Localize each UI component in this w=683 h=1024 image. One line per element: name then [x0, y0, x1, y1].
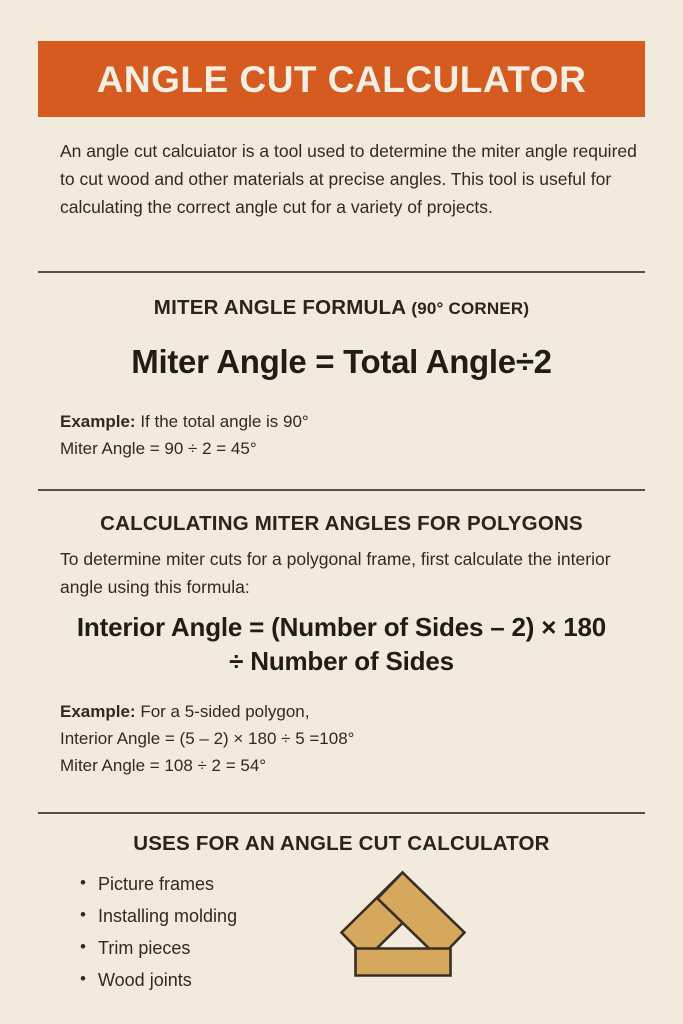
interior-angle-formula-line-2: ÷ Number of Sides — [229, 646, 454, 676]
miter-example-line-2: Miter Angle = 90 ÷ 2 = 45° — [60, 439, 257, 458]
header-banner — [38, 41, 645, 117]
polygon-example-line-2: Interior Angle = (5 – 2) × 180 ÷ 5 =108° — [60, 729, 355, 748]
divider-rule-2 — [38, 489, 645, 491]
interior-angle-formula-line-1: Interior Angle = (Number of Sides – 2) × 180 — [76, 612, 607, 642]
list-item: • Trim pieces — [80, 932, 237, 964]
miter-formula-heading-sub: (90° CORNER) — [411, 299, 530, 318]
miter-example-label: Example: — [60, 412, 136, 431]
polygon-example-line-3: Miter Angle = 108 ÷ 2 = 54° — [60, 756, 267, 775]
divider-rule-3 — [38, 812, 645, 814]
miter-example-block — [60, 408, 309, 462]
uses-list — [58, 868, 237, 996]
bottom-beam — [356, 949, 451, 976]
polygon-example-line-1 — [60, 698, 354, 725]
interior-angle-formula — [0, 610, 683, 678]
intro-paragraph: An angle cut calcuiator is a tool used to determine the miter angle required to cut wood and other materials at precise angles. This tool is useful for calculating the correct angle cut for a variety of projects. — [60, 141, 637, 217]
page-title: ANGLE CUT CALCULATOR — [96, 58, 587, 100]
divider-rule-1 — [38, 271, 645, 273]
list-item: • Picture frames — [80, 868, 237, 900]
uses-heading: USES FOR AN ANGLE CUT CALCULATOR — [133, 832, 550, 855]
polygon-example-text: For a 5-sided polygon, — [140, 702, 310, 721]
miter-formula-heading-main: MITER ANGLE FORMULA — [153, 296, 406, 319]
polygon-example-block — [60, 698, 354, 779]
polygons-paragraph: To determine miter cuts for a polygonal frame, first calculate the interior angle using this formula: — [60, 549, 611, 597]
miter-example-text: If the total angle is 90° — [140, 412, 309, 431]
polygon-example-label: Example: — [60, 702, 136, 721]
mitered-wood-frame-illustration — [330, 862, 485, 987]
miter-formula-heading — [0, 296, 683, 320]
miter-angle-formula: Miter Angle = Total Angle÷2 — [131, 343, 552, 380]
list-item: • Installing molding — [80, 900, 237, 932]
miter-example-line-1 — [60, 408, 309, 435]
list-item: • Wood joints — [80, 964, 237, 996]
polygons-heading: CALCULATING MITER ANGLES FOR POLYGONS — [100, 512, 583, 535]
